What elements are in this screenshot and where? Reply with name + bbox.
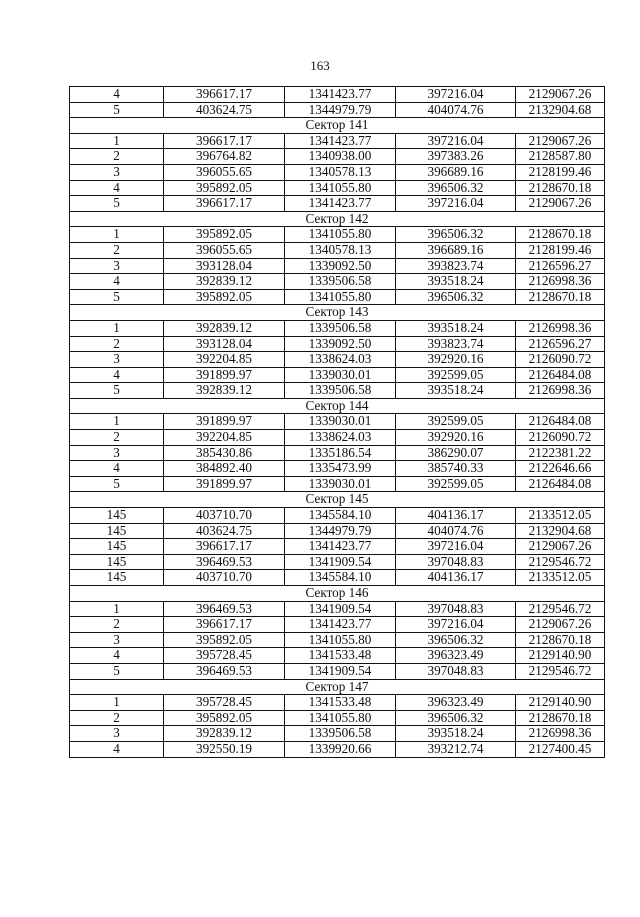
coordinate-cell: 1344979.79: [285, 102, 396, 118]
point-number-cell: 3: [70, 445, 164, 461]
coordinate-cell: 1341055.80: [285, 710, 396, 726]
point-number-cell: 1: [70, 133, 164, 149]
coordinate-cell: 1341055.80: [285, 227, 396, 243]
coordinate-cell: 1341909.54: [285, 663, 396, 679]
point-number-cell: 2: [70, 242, 164, 258]
sector-header-row: [70, 492, 605, 508]
point-number-cell: 4: [70, 461, 164, 477]
coordinate-cell: 2128199.46: [516, 164, 605, 180]
coordinate-cell: 1341533.48: [285, 695, 396, 711]
coordinate-cell: 404074.76: [396, 102, 516, 118]
coordinate-cell: 396617.17: [164, 617, 285, 633]
coordinate-cell: 392204.85: [164, 430, 285, 446]
coordinate-cell: 403624.75: [164, 523, 285, 539]
coordinate-cell: 2133512.05: [516, 508, 605, 524]
coordinate-cell: 1341423.77: [285, 87, 396, 103]
table-row: [70, 196, 605, 212]
coordinate-cell: 392599.05: [396, 414, 516, 430]
coordinate-cell: 2128670.18: [516, 180, 605, 196]
coordinate-cell: 2126596.27: [516, 336, 605, 352]
table-row: [70, 242, 605, 258]
coordinate-cell: 2129546.72: [516, 601, 605, 617]
table-row: [70, 648, 605, 664]
table-row: [70, 508, 605, 524]
table-row: [70, 726, 605, 742]
coordinate-cell: 1341909.54: [285, 601, 396, 617]
point-number-cell: 2: [70, 430, 164, 446]
coordinate-cell: 396323.49: [396, 648, 516, 664]
point-number-cell: 3: [70, 164, 164, 180]
point-number-cell: 4: [70, 180, 164, 196]
point-number-cell: 5: [70, 663, 164, 679]
coordinate-cell: 1341423.77: [285, 617, 396, 633]
coordinate-cell: 1335186.54: [285, 445, 396, 461]
coordinate-cell: 403710.70: [164, 508, 285, 524]
coordinate-cell: 2127400.45: [516, 741, 605, 757]
sector-title: Сектор 141: [70, 118, 605, 134]
coordinate-cell: 395728.45: [164, 648, 285, 664]
coordinate-cell: 2126998.36: [516, 274, 605, 290]
coordinate-cell: 1335473.99: [285, 461, 396, 477]
coordinate-cell: 392920.16: [396, 430, 516, 446]
coordinate-cell: 396506.32: [396, 227, 516, 243]
table-row: [70, 523, 605, 539]
point-number-cell: 5: [70, 196, 164, 212]
sector-header-row: [70, 586, 605, 602]
coordinate-cell: 396689.16: [396, 164, 516, 180]
coordinate-cell: 392599.05: [396, 367, 516, 383]
coordinate-cell: 404136.17: [396, 508, 516, 524]
point-number-cell: 5: [70, 476, 164, 492]
coordinate-cell: 2126090.72: [516, 352, 605, 368]
point-number-cell: 145: [70, 554, 164, 570]
point-number-cell: 145: [70, 508, 164, 524]
sector-title: Сектор 145: [70, 492, 605, 508]
table-row: [70, 695, 605, 711]
coordinate-cell: 2129140.90: [516, 695, 605, 711]
coordinate-cell: 404136.17: [396, 570, 516, 586]
coordinate-cell: 1340938.00: [285, 149, 396, 165]
point-number-cell: 4: [70, 741, 164, 757]
table-row: [70, 149, 605, 165]
coordinate-cell: 2132904.68: [516, 102, 605, 118]
coordinate-cell: 393823.74: [396, 336, 516, 352]
point-number-cell: 2: [70, 336, 164, 352]
coordinate-cell: 1339506.58: [285, 320, 396, 336]
coordinate-cell: 2126484.08: [516, 367, 605, 383]
sector-header-row: [70, 211, 605, 227]
table-row: [70, 133, 605, 149]
point-number-cell: 1: [70, 227, 164, 243]
coordinate-cell: 2129067.26: [516, 87, 605, 103]
table-row: [70, 164, 605, 180]
coordinate-cell: 397216.04: [396, 617, 516, 633]
coordinate-cell: 1345584.10: [285, 570, 396, 586]
coordinate-cell: 396617.17: [164, 196, 285, 212]
coordinate-cell: 386290.07: [396, 445, 516, 461]
table-row: [70, 352, 605, 368]
point-number-cell: 5: [70, 102, 164, 118]
coordinate-cell: 1339506.58: [285, 726, 396, 742]
point-number-cell: 2: [70, 617, 164, 633]
coordinate-cell: 1341533.48: [285, 648, 396, 664]
coordinate-cell: 2128670.18: [516, 710, 605, 726]
coordinate-cell: 396506.32: [396, 289, 516, 305]
coordinate-cell: 2132904.68: [516, 523, 605, 539]
coordinate-cell: 396617.17: [164, 133, 285, 149]
table-row: [70, 336, 605, 352]
coordinate-cell: 1338624.03: [285, 430, 396, 446]
point-number-cell: 5: [70, 383, 164, 399]
coordinate-cell: 1339506.58: [285, 274, 396, 290]
point-number-cell: 145: [70, 570, 164, 586]
table-row: [70, 320, 605, 336]
coordinate-cell: 397048.83: [396, 601, 516, 617]
coordinate-cell: 392204.85: [164, 352, 285, 368]
coordinate-cell: 397216.04: [396, 196, 516, 212]
table-row: [70, 102, 605, 118]
coordinate-cell: 2128670.18: [516, 227, 605, 243]
coordinate-cell: 392839.12: [164, 726, 285, 742]
coordinate-cell: 1345584.10: [285, 508, 396, 524]
coordinate-cell: 396689.16: [396, 242, 516, 258]
sector-header-row: [70, 679, 605, 695]
coordinate-cell: 392599.05: [396, 476, 516, 492]
point-number-cell: 145: [70, 539, 164, 555]
coordinate-cell: 2129067.26: [516, 617, 605, 633]
coordinate-cell: 393518.24: [396, 383, 516, 399]
table-row: [70, 554, 605, 570]
coordinate-cell: 392920.16: [396, 352, 516, 368]
coordinate-cell: 395892.05: [164, 289, 285, 305]
point-number-cell: 4: [70, 274, 164, 290]
coordinate-cell: 393212.74: [396, 741, 516, 757]
coordinate-cell: 396055.65: [164, 164, 285, 180]
coordinate-cell: 396764.82: [164, 149, 285, 165]
coordinate-cell: 1339920.66: [285, 741, 396, 757]
coordinates-table: [69, 86, 605, 758]
table-row: [70, 617, 605, 633]
coordinate-cell: 1341423.77: [285, 539, 396, 555]
coordinate-cell: 2128199.46: [516, 242, 605, 258]
table-row: [70, 258, 605, 274]
coordinate-cell: 1339030.01: [285, 367, 396, 383]
coordinate-cell: 395892.05: [164, 710, 285, 726]
table-row: [70, 180, 605, 196]
coordinate-cell: 1339092.50: [285, 258, 396, 274]
coordinate-cell: 396506.32: [396, 632, 516, 648]
coordinate-cell: 2122646.66: [516, 461, 605, 477]
coordinate-cell: 404074.76: [396, 523, 516, 539]
coordinate-cell: 396469.53: [164, 663, 285, 679]
table-row: [70, 710, 605, 726]
point-number-cell: 4: [70, 367, 164, 383]
coordinate-cell: 397216.04: [396, 539, 516, 555]
coordinate-cell: 2126998.36: [516, 726, 605, 742]
page-number: 163: [310, 58, 330, 73]
coordinate-cell: 396506.32: [396, 180, 516, 196]
coordinate-cell: 397216.04: [396, 133, 516, 149]
coordinate-cell: 396323.49: [396, 695, 516, 711]
coordinate-cell: 395728.45: [164, 695, 285, 711]
coordinate-cell: 1341423.77: [285, 196, 396, 212]
table-row: [70, 430, 605, 446]
coordinate-cell: 1340578.13: [285, 242, 396, 258]
coordinate-cell: 2126484.08: [516, 414, 605, 430]
coordinate-cell: 396506.32: [396, 710, 516, 726]
table-row: [70, 461, 605, 477]
table-row: [70, 383, 605, 399]
coordinate-cell: 1339506.58: [285, 383, 396, 399]
point-number-cell: 4: [70, 648, 164, 664]
coordinate-cell: 393823.74: [396, 258, 516, 274]
table-row: [70, 87, 605, 103]
point-number-cell: 4: [70, 87, 164, 103]
coordinate-cell: 2126596.27: [516, 258, 605, 274]
sector-header-row: [70, 305, 605, 321]
coordinate-cell: 395892.05: [164, 227, 285, 243]
coordinate-cell: 392550.19: [164, 741, 285, 757]
coordinate-cell: 2133512.05: [516, 570, 605, 586]
coordinate-cell: 2126090.72: [516, 430, 605, 446]
coordinate-cell: 1339030.01: [285, 476, 396, 492]
coordinate-cell: 2129067.26: [516, 133, 605, 149]
coordinate-cell: 2128670.18: [516, 632, 605, 648]
table-row: [70, 663, 605, 679]
point-number-cell: 1: [70, 320, 164, 336]
coordinate-cell: 396469.53: [164, 554, 285, 570]
coordinate-cell: 396469.53: [164, 601, 285, 617]
sector-header-row: [70, 118, 605, 134]
point-number-cell: 2: [70, 710, 164, 726]
sector-title: Сектор 146: [70, 586, 605, 602]
coordinate-cell: 2122381.22: [516, 445, 605, 461]
coordinate-cell: 403710.70: [164, 570, 285, 586]
point-number-cell: 3: [70, 258, 164, 274]
point-number-cell: 3: [70, 352, 164, 368]
coordinate-cell: 397048.83: [396, 554, 516, 570]
coordinate-cell: 2126998.36: [516, 320, 605, 336]
table-row: [70, 227, 605, 243]
coordinate-cell: 397383.26: [396, 149, 516, 165]
point-number-cell: 1: [70, 601, 164, 617]
sector-title: Сектор 142: [70, 211, 605, 227]
point-number-cell: 2: [70, 149, 164, 165]
coordinate-cell: 395892.05: [164, 180, 285, 196]
coordinate-cell: 385740.33: [396, 461, 516, 477]
sector-title: Сектор 147: [70, 679, 605, 695]
table-row: [70, 445, 605, 461]
coordinate-cell: 392839.12: [164, 383, 285, 399]
table-row: [70, 741, 605, 757]
coordinate-cell: 384892.40: [164, 461, 285, 477]
coordinate-cell: 2128670.18: [516, 289, 605, 305]
coordinate-cell: 1340578.13: [285, 164, 396, 180]
coordinate-cell: 2129067.26: [516, 196, 605, 212]
coordinate-cell: 1341055.80: [285, 289, 396, 305]
coordinate-cell: 393518.24: [396, 320, 516, 336]
table-row: [70, 632, 605, 648]
coordinate-cell: 393128.04: [164, 336, 285, 352]
point-number-cell: 5: [70, 289, 164, 305]
coordinate-cell: 2129140.90: [516, 648, 605, 664]
coordinate-cell: 393518.24: [396, 726, 516, 742]
coordinate-cell: 1344979.79: [285, 523, 396, 539]
point-number-cell: 3: [70, 632, 164, 648]
point-number-cell: 1: [70, 695, 164, 711]
point-number-cell: 145: [70, 523, 164, 539]
sector-title: Сектор 144: [70, 398, 605, 414]
sector-header-row: [70, 398, 605, 414]
coordinate-cell: 1338624.03: [285, 352, 396, 368]
coordinates-table-body: [70, 87, 605, 758]
coordinate-cell: 2126998.36: [516, 383, 605, 399]
coordinate-cell: 391899.97: [164, 414, 285, 430]
coordinate-cell: 2129546.72: [516, 663, 605, 679]
coordinate-cell: 1341055.80: [285, 632, 396, 648]
table-row: [70, 601, 605, 617]
coordinate-cell: 392839.12: [164, 274, 285, 290]
coordinate-cell: 397048.83: [396, 663, 516, 679]
coordinate-cell: 1339030.01: [285, 414, 396, 430]
coordinate-cell: 1341909.54: [285, 554, 396, 570]
coordinate-cell: 396617.17: [164, 87, 285, 103]
table-row: [70, 274, 605, 290]
table-row: [70, 539, 605, 555]
coordinate-cell: 2126484.08: [516, 476, 605, 492]
coordinate-cell: 395892.05: [164, 632, 285, 648]
coordinate-cell: 2128587.80: [516, 149, 605, 165]
table-row: [70, 289, 605, 305]
coordinate-cell: 1339092.50: [285, 336, 396, 352]
coordinate-cell: 396055.65: [164, 242, 285, 258]
coordinate-cell: 397216.04: [396, 87, 516, 103]
table-row: [70, 476, 605, 492]
coordinate-cell: 393518.24: [396, 274, 516, 290]
coordinate-cell: 2129067.26: [516, 539, 605, 555]
coordinate-cell: 385430.86: [164, 445, 285, 461]
point-number-cell: 3: [70, 726, 164, 742]
coordinate-cell: 391899.97: [164, 367, 285, 383]
coordinate-cell: 1341055.80: [285, 180, 396, 196]
coordinate-cell: 392839.12: [164, 320, 285, 336]
table-row: [70, 570, 605, 586]
coordinate-cell: 403624.75: [164, 102, 285, 118]
table-row: [70, 367, 605, 383]
coordinate-cell: 393128.04: [164, 258, 285, 274]
coordinate-cell: 391899.97: [164, 476, 285, 492]
coordinate-cell: 1341423.77: [285, 133, 396, 149]
sector-title: Сектор 143: [70, 305, 605, 321]
table-row: [70, 414, 605, 430]
coordinate-cell: 396617.17: [164, 539, 285, 555]
coordinate-cell: 2129546.72: [516, 554, 605, 570]
point-number-cell: 1: [70, 414, 164, 430]
